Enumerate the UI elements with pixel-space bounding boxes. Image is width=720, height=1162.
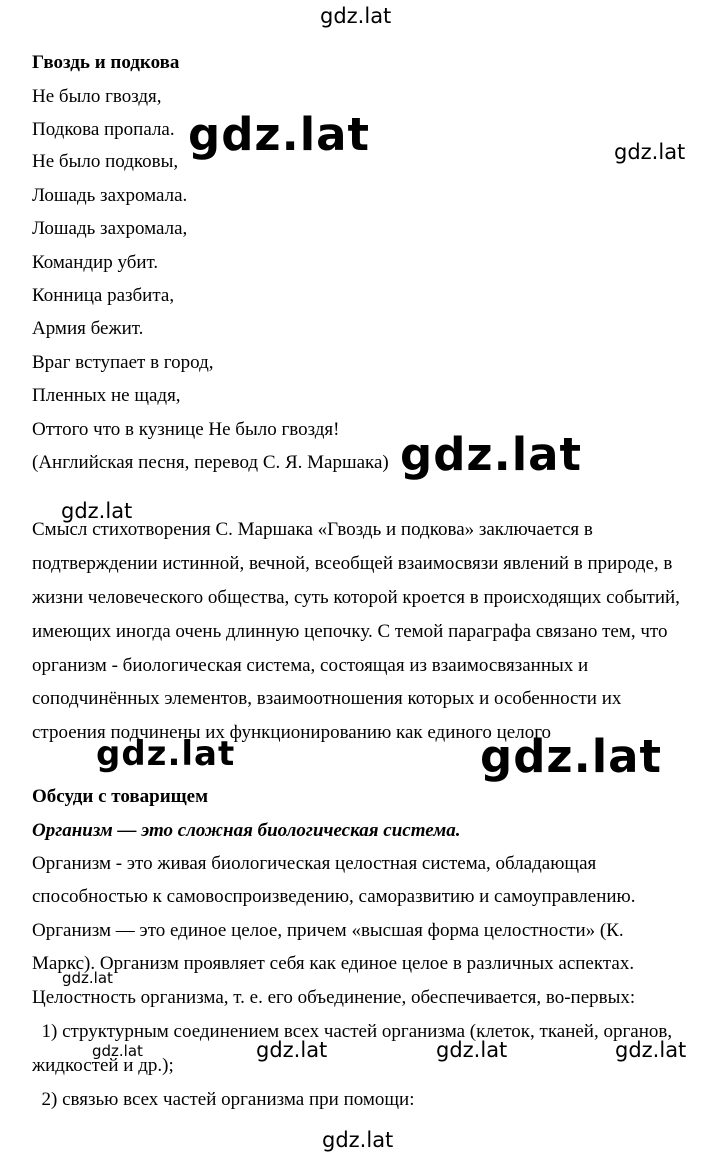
poem-line: Подкова пропала.: [32, 119, 175, 140]
explanation-line: организм - биологическая система, состоящая из взаимосвязанных и: [32, 655, 589, 676]
poem-attribution: (Английская песня, перевод С. Я. Маршака): [32, 452, 389, 473]
watermark-bottom-1: gdz.lat: [256, 1038, 328, 1062]
explanation-line: строения подчинены их функционированию как единого целого: [32, 722, 552, 743]
discussion-line: Организм — это единое целое, причем «высшая форма целостности» (К.: [32, 920, 624, 941]
discussion-line: Маркс). Организм проявляет себя как единое целое в различных аспектах.: [32, 953, 635, 974]
poem-line: Лошадь захромала,: [32, 218, 188, 239]
watermark-right-1: gdz.lat: [614, 140, 686, 164]
poem-line: Командир убит.: [32, 252, 159, 273]
poem-line: Конница разбита,: [32, 285, 175, 306]
discussion-line: Организм - это живая биологическая целостная система, обладающая: [32, 853, 597, 874]
watermark-large-1: gdz.lat: [188, 108, 371, 161]
watermark-small-2: gdz.lat: [92, 1042, 143, 1060]
watermark-bottom-2: gdz.lat: [436, 1038, 508, 1062]
discussion-line: Целостность организма, т. е. его объединение, обеспечивается, во-первых:: [32, 987, 636, 1008]
explanation-line: соподчинённых элементов, взаимоотношения которых и особенности их: [32, 688, 622, 709]
explanation-line: имеющих иногда очень длинную цепочку. С темой параграфа связано тем, что: [32, 621, 668, 642]
watermark-left-1: gdz.lat: [61, 499, 133, 523]
watermark-bottom-3: gdz.lat: [615, 1038, 687, 1062]
discussion-line: 1) структурным соединением всех частей организма (клеток, тканей, органов,: [32, 1021, 673, 1042]
watermark-footer: gdz.lat: [322, 1128, 394, 1152]
poem-line: Не было подковы,: [32, 151, 179, 172]
poem-line: Не было гвоздя,: [32, 86, 162, 107]
discussion-line: жидкостей и др.);: [32, 1055, 174, 1076]
explanation-line: жизни человеческого общества, суть которой кроется в происходящих событий,: [32, 587, 680, 608]
poem-line: Лошадь захромала.: [32, 185, 188, 206]
poem-line: Враг вступает в город,: [32, 352, 214, 373]
discussion-subheading: Организм — это сложная биологическая система.: [32, 820, 461, 841]
poem-line: Оттого что в кузнице Не было гвоздя!: [32, 419, 340, 440]
watermark-large-2: gdz.lat: [400, 428, 583, 481]
watermark-small-1: gdz.lat: [62, 969, 113, 987]
watermark-large-3: gdz.lat: [480, 730, 663, 783]
poem-line: Пленных не щадя,: [32, 385, 181, 406]
discussion-heading: Обсуди с товарищем: [32, 786, 209, 807]
discussion-line: 2) связью всех частей организма при помощи:: [32, 1089, 415, 1110]
explanation-line: Смысл стихотворения С. Маршака «Гвоздь и подкова» заключается в: [32, 519, 593, 540]
poem-title: Гвоздь и подкова: [32, 52, 180, 73]
poem-line: Армия бежит.: [32, 318, 144, 339]
watermark-top: gdz.lat: [320, 4, 392, 28]
explanation-line: подтверждении истинной, вечной, всеобщей взаимосвязи явлений в природе, в: [32, 553, 673, 574]
watermark-medium: gdz.lat: [96, 734, 236, 774]
discussion-line: способностью к самовоспроизведению, саморазвитию и самоуправлению.: [32, 886, 636, 907]
